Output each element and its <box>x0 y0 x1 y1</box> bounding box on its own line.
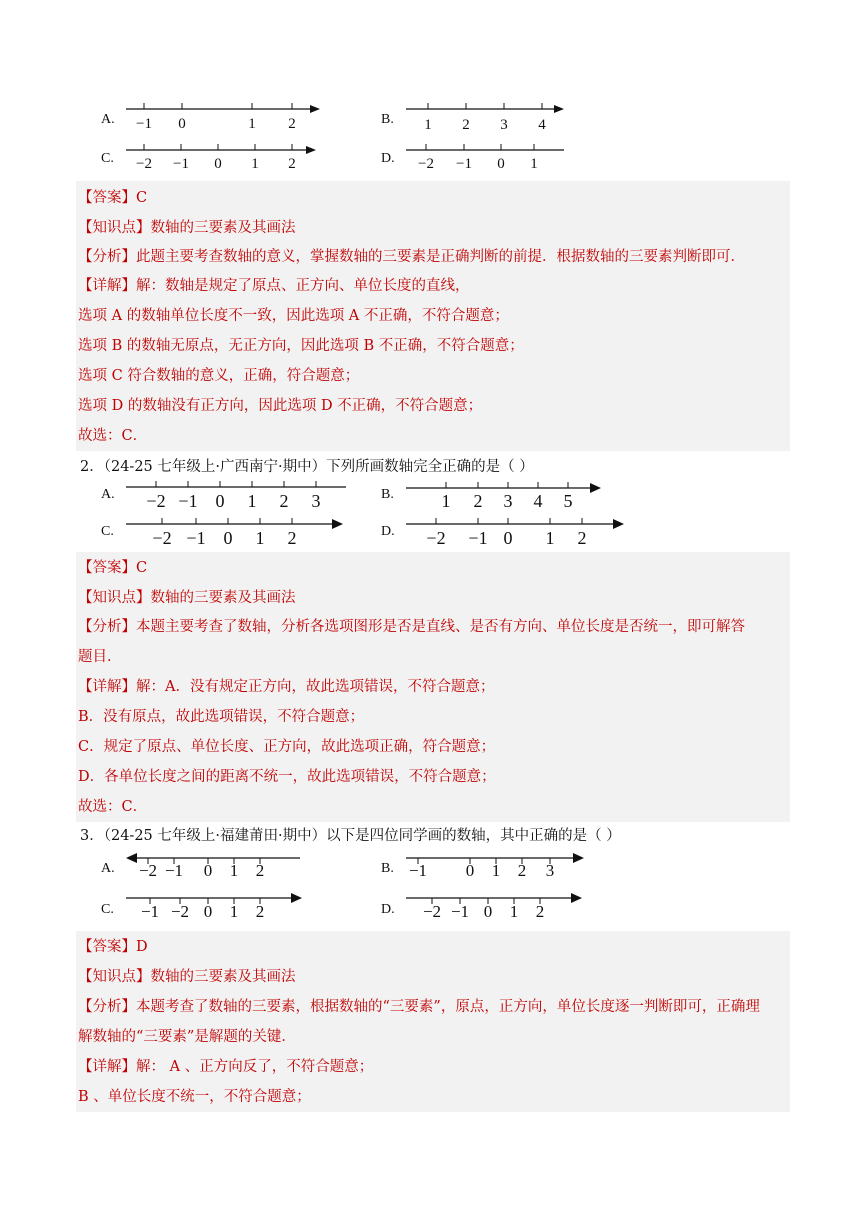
q2-detail-line: C．规定了原点、单位长度、正方向，故此选项正确，符合题意； <box>78 739 496 755</box>
q2-question: 2．（24-25 七年级上·广西南宁·期中）下列所画数轴完全正确的是（ ） <box>80 459 534 475</box>
tick-label: 1 <box>530 156 538 172</box>
tick-label: 0 <box>465 861 475 880</box>
q2-option-b-number-line <box>404 479 604 515</box>
tick-label: 5 <box>563 491 573 511</box>
tick-label: −2 <box>170 902 190 921</box>
tick-label: −1 <box>140 902 160 921</box>
q2-answer: 【答案】C <box>78 560 148 576</box>
tick-label: −2 <box>152 528 172 548</box>
q3-option-d-label: D. <box>381 902 395 917</box>
q2-option-d-label: D. <box>381 524 395 539</box>
tick-label: −1 <box>136 116 152 132</box>
tick-label: 2 <box>462 117 470 133</box>
tick-label: 0 <box>214 156 222 172</box>
tick-label: 1 <box>491 861 501 880</box>
tick-label: −2 <box>426 528 446 548</box>
tick-label: 2 <box>577 528 587 548</box>
q2-detail-line: D．各单位长度之间的距离不统一，故此选项错误，不符合题意； <box>78 769 496 785</box>
tick-label: −1 <box>178 491 198 511</box>
q2-option-c-label: C. <box>101 524 114 539</box>
q1-option-d-label: D. <box>381 151 395 166</box>
tick-label: 1 <box>229 902 239 921</box>
q3-option-b-number-line <box>404 849 589 885</box>
tick-label: −2 <box>146 491 166 511</box>
q3-knowledge: 【知识点】数轴的三要素及其画法 <box>78 969 296 985</box>
arrow-icon <box>310 105 320 113</box>
q1-detail-line: 选项 B 的数轴无原点，无正方向，因此选项 B 不正确，不符合题意； <box>78 338 524 354</box>
tick-label: 2 <box>535 902 545 921</box>
tick-label: −1 <box>164 861 184 880</box>
number-line-svg <box>124 100 324 140</box>
tick-label: 3 <box>500 117 508 133</box>
arrow-icon <box>573 853 584 863</box>
tick-label: 0 <box>223 528 233 548</box>
q2-option-a-label: A. <box>101 487 115 502</box>
tick-label: 2 <box>288 116 296 132</box>
tick-label: 1 <box>247 491 257 511</box>
q3-answer: 【答案】D <box>78 939 148 955</box>
q2-analysis: 【分析】本题主要考查了数轴，分析各选项图形是否是直线、是否有方向、单位长度是否统一，即可解答 <box>78 619 745 635</box>
tick-label: 2 <box>517 861 527 880</box>
q1-option-c-label: C. <box>101 151 114 166</box>
tick-label: 0 <box>203 902 213 921</box>
q3-option-d-number-line <box>404 889 589 925</box>
tick-label: 2 <box>287 528 297 548</box>
tick-label: 0 <box>503 528 513 548</box>
tick-label: −2 <box>136 156 152 172</box>
tick-label: 1 <box>424 117 432 133</box>
q3-option-a-number-line <box>124 849 304 885</box>
q1-detail-line: 选项 D 的数轴没有正方向，因此选项 D 不正确，不符合题意； <box>78 398 483 414</box>
tick-label: −1 <box>186 528 206 548</box>
tick-label: 3 <box>503 491 513 511</box>
tick-label: 0 <box>497 156 505 172</box>
q1-option-d-number-line <box>404 141 574 175</box>
tick-label: 2 <box>255 902 265 921</box>
q1-detail-line: 选项 A 的数轴单位长度不一致，因此选项 A 不正确，不符合题意； <box>78 308 509 324</box>
q3-detail: 【详解】解： A 、正方向反了，不符合题意； <box>78 1059 374 1075</box>
q2-option-b-label: B. <box>381 487 394 502</box>
tick-label: −1 <box>456 156 472 172</box>
q3-detail-line: B 、单位长度不统一，不符合题意； <box>78 1089 311 1105</box>
q2-analysis-cont: 题目． <box>78 649 122 665</box>
tick-label: 2 <box>288 156 296 172</box>
tick-label: 1 <box>441 491 451 511</box>
q1-analysis: 【分析】此题主要考查数轴的意义，掌握数轴的三要素是正确判断的前提．根据数轴的三要素判断即可． <box>78 249 745 265</box>
tick-label: 1 <box>248 116 256 132</box>
q1-detail-line: 故选：C． <box>78 428 148 444</box>
q2-option-a-number-line <box>124 478 354 514</box>
tick-label: 4 <box>538 117 546 133</box>
q1-answer: 【答案】C <box>78 190 148 206</box>
tick-label: 0 <box>203 861 213 880</box>
q1-option-c-number-line <box>124 141 324 175</box>
arrow-icon <box>613 519 624 529</box>
arrow-icon <box>332 519 343 529</box>
tick-label: 1 <box>229 861 239 880</box>
q1-detail: 【详解】解：数轴是规定了原点、正方向、单位长度的直线， <box>78 278 470 294</box>
tick-label: 2 <box>255 861 265 880</box>
q2-detail-line: 故选：C． <box>78 799 148 815</box>
tick-label: −2 <box>422 902 442 921</box>
tick-label: 1 <box>251 156 259 172</box>
q1-knowledge: 【知识点】数轴的三要素及其画法 <box>78 220 296 236</box>
q2-knowledge: 【知识点】数轴的三要素及其画法 <box>78 590 296 606</box>
q3-option-a-label: A. <box>101 861 115 876</box>
tick-label: −1 <box>450 902 470 921</box>
q1-option-a-number-line <box>124 100 324 140</box>
q1-option-b-label: B. <box>381 112 394 127</box>
tick-label: 0 <box>215 491 225 511</box>
tick-label: 1 <box>255 528 265 548</box>
q3-option-b-label: B. <box>381 861 394 876</box>
tick-label: 0 <box>483 902 493 921</box>
arrow-icon <box>554 105 564 113</box>
arrow-icon <box>306 146 316 154</box>
q2-detail-line: B．没有原点，故此选项错误，不符合题意； <box>78 709 365 725</box>
q2-detail: 【详解】解：A．没有规定正方向，故此选项错误，不符合题意； <box>78 679 495 695</box>
tick-label: 3 <box>545 861 555 880</box>
tick-label: −1 <box>468 528 488 548</box>
tick-label: −2 <box>138 861 158 880</box>
q3-analysis: 【分析】本题考查了数轴的三要素，根据数轴的“三要素”，原点，正方向，单位长度逐一判断即可，正确理 <box>78 999 760 1015</box>
tick-label: −1 <box>408 861 428 880</box>
q2-option-d-number-line <box>404 515 629 551</box>
tick-label: −1 <box>173 156 189 172</box>
arrow-icon <box>571 893 582 903</box>
q2-option-c-number-line <box>124 515 349 551</box>
tick-label: 2 <box>473 491 483 511</box>
q3-analysis-cont: 解数轴的“三要素”是解题的关键． <box>78 1029 296 1045</box>
tick-label: 1 <box>509 902 519 921</box>
q1-option-a-label: A. <box>101 112 115 127</box>
tick-label: −2 <box>418 156 434 172</box>
arrow-icon <box>291 893 302 903</box>
tick-label: 0 <box>178 116 186 132</box>
q1-detail-line: 选项 C 符合数轴的意义，正确，符合题意； <box>78 368 360 384</box>
q1-option-b-number-line <box>404 100 574 140</box>
q3-option-c-number-line <box>124 889 309 925</box>
tick-label: 3 <box>311 491 321 511</box>
arrow-icon <box>590 483 601 493</box>
tick-label: 2 <box>279 491 289 511</box>
q3-option-c-label: C. <box>101 902 114 917</box>
q3-question: 3．（24-25 七年级上·福建莆田·期中）以下是四位同学画的数轴，其中正确的是（ ） <box>80 828 621 844</box>
tick-label: 1 <box>545 528 555 548</box>
tick-label: 4 <box>533 491 543 511</box>
